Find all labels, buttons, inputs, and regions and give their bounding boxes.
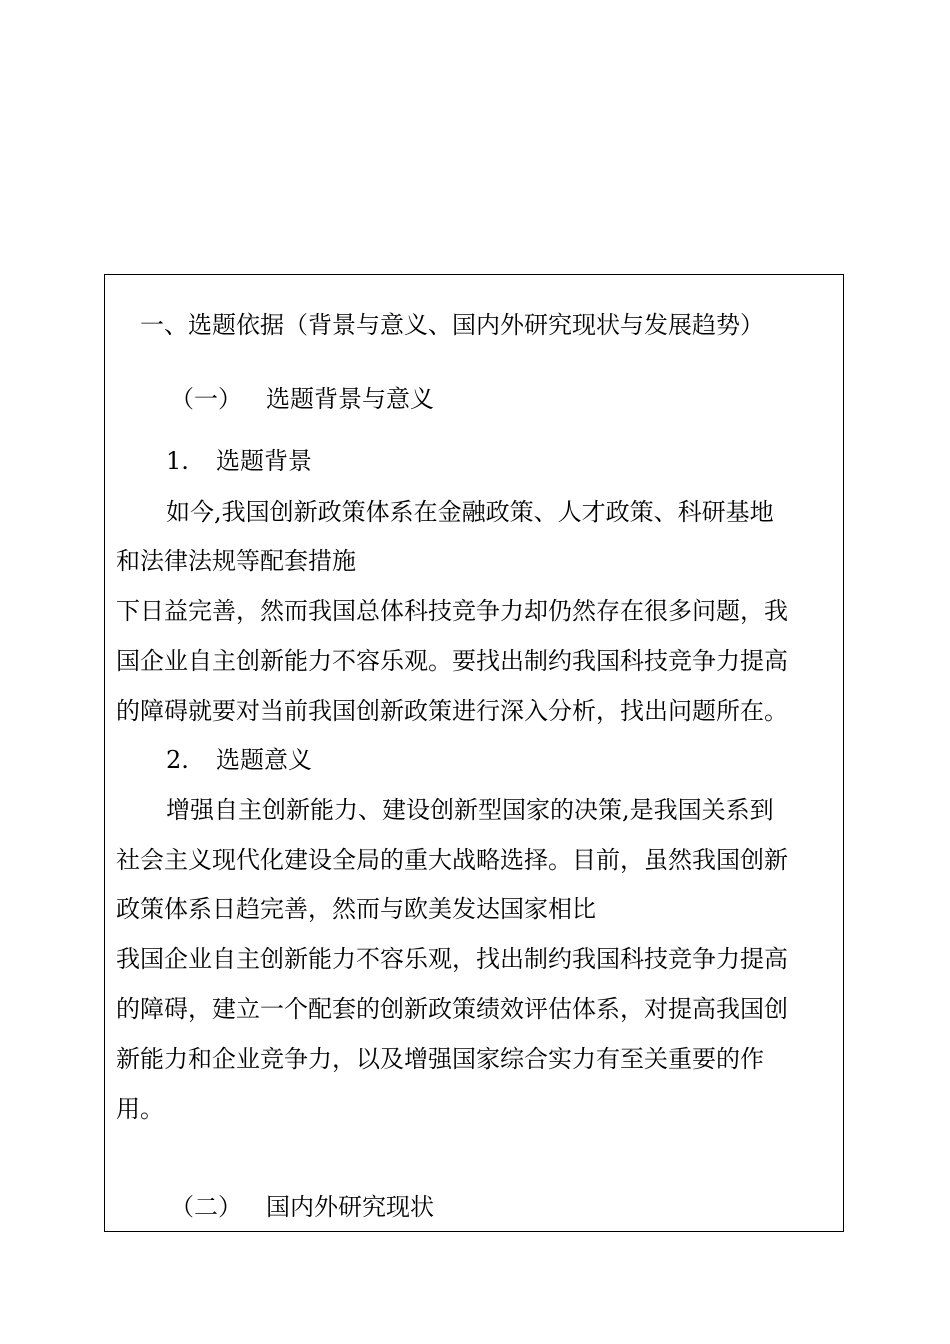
subsection-1-marker: （一） [170,385,242,413]
para-1-line-1: 如今,我国创新政策体系在金融政策、人才政策、科研基地 [166,498,774,526]
section-heading: 一、选题依据（背景与意义、国内外研究现状与发展趋势） [140,311,764,339]
para-2-line-5: 的障碍，建立一个配套的创新政策绩效评估体系，对提高我国创 [116,995,788,1023]
para-2-line-1: 增强自主创新能力、建设创新型国家的决策,是我国关系到 [166,796,774,824]
para-1-line-4: 国企业自主创新能力不容乐观。要找出制约我国科技竞争力提高 [116,647,788,675]
subsection-1-title: 选题背景与意义 [266,385,434,413]
para-2-line-3: 政策体系日趋完善，然而与欧美发达国家相比 [116,895,596,923]
item-1-heading [166,446,312,476]
para-2-line-4: 我国企业自主创新能力不容乐观，找出制约我国科技竞争力提高 [116,945,788,973]
item-2-title: 选题意义 [216,746,312,774]
para-1-line-5: 的障碍就要对当前我国创新政策进行深入分析，找出问题所在。 [116,697,788,725]
para-1-line-2: 和法律法规等配套措施 [116,547,356,575]
para-2-line-2: 社会主义现代化建设全局的重大战略选择。目前，虽然我国创新 [116,846,788,874]
para-2-line-6: 新能力和企业竞争力，以及增强国家综合实力有至关重要的作 [116,1045,764,1073]
subsection-1-heading [170,384,434,414]
para-2-line-7: 用。 [116,1095,164,1123]
item-2-number: 2. [166,746,189,774]
item-1-number: 1. [166,447,189,475]
item-1-title: 选题背景 [216,447,312,475]
item-2-heading [166,745,312,775]
subsection-2-marker: （二） [170,1193,242,1221]
subsection-2-title: 国内外研究现状 [266,1193,434,1221]
para-1-line-3: 下日益完善，然而我国总体科技竞争力却仍然存在很多问题，我 [116,597,788,625]
subsection-2-heading [170,1192,434,1222]
